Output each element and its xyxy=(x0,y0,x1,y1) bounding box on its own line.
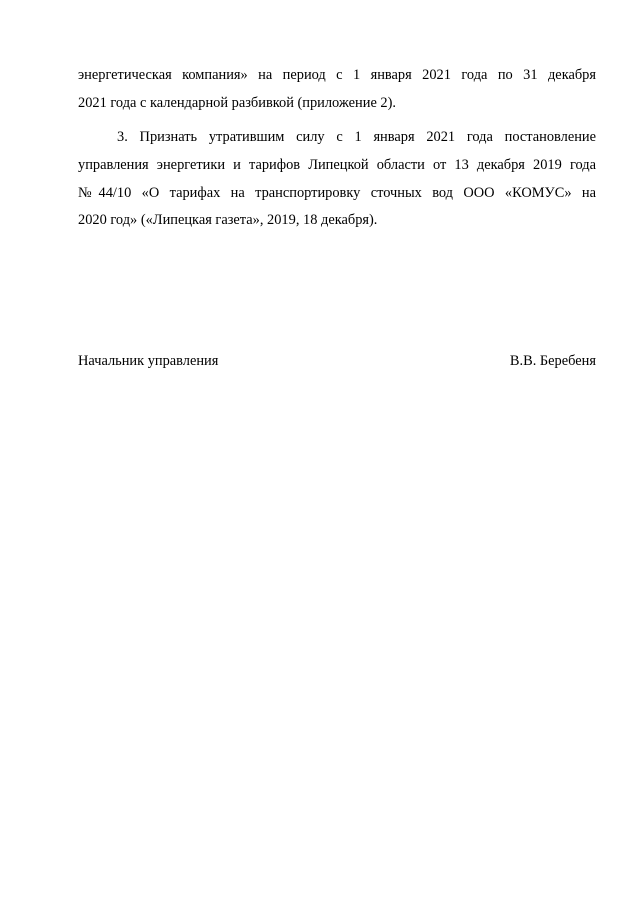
signatory-title: Начальник управления xyxy=(78,353,219,369)
paragraph-line: 2021 года с календарной разбивкой (приложение 2). xyxy=(78,95,397,111)
paragraph-line: 3. Признать утратившим силу с 1 января 2021 года постановление xyxy=(117,129,596,145)
signatory-name: В.В. Беребеня xyxy=(509,353,596,369)
paragraph-line: №44/10 «О тарифах на транспортировку сточных вод ООО «КОМУС» на xyxy=(78,185,596,201)
paragraph-line: управления энергетики и тарифов Липецкой области от 13 декабря 2019 года xyxy=(78,157,596,173)
paragraph-line: энергетическая компания» на период с 1 января 2021 года по 31 декабря xyxy=(78,67,596,83)
paragraph-line: 2020 год» («Липецкая газета», 2019, 18 декабря). xyxy=(78,212,378,228)
